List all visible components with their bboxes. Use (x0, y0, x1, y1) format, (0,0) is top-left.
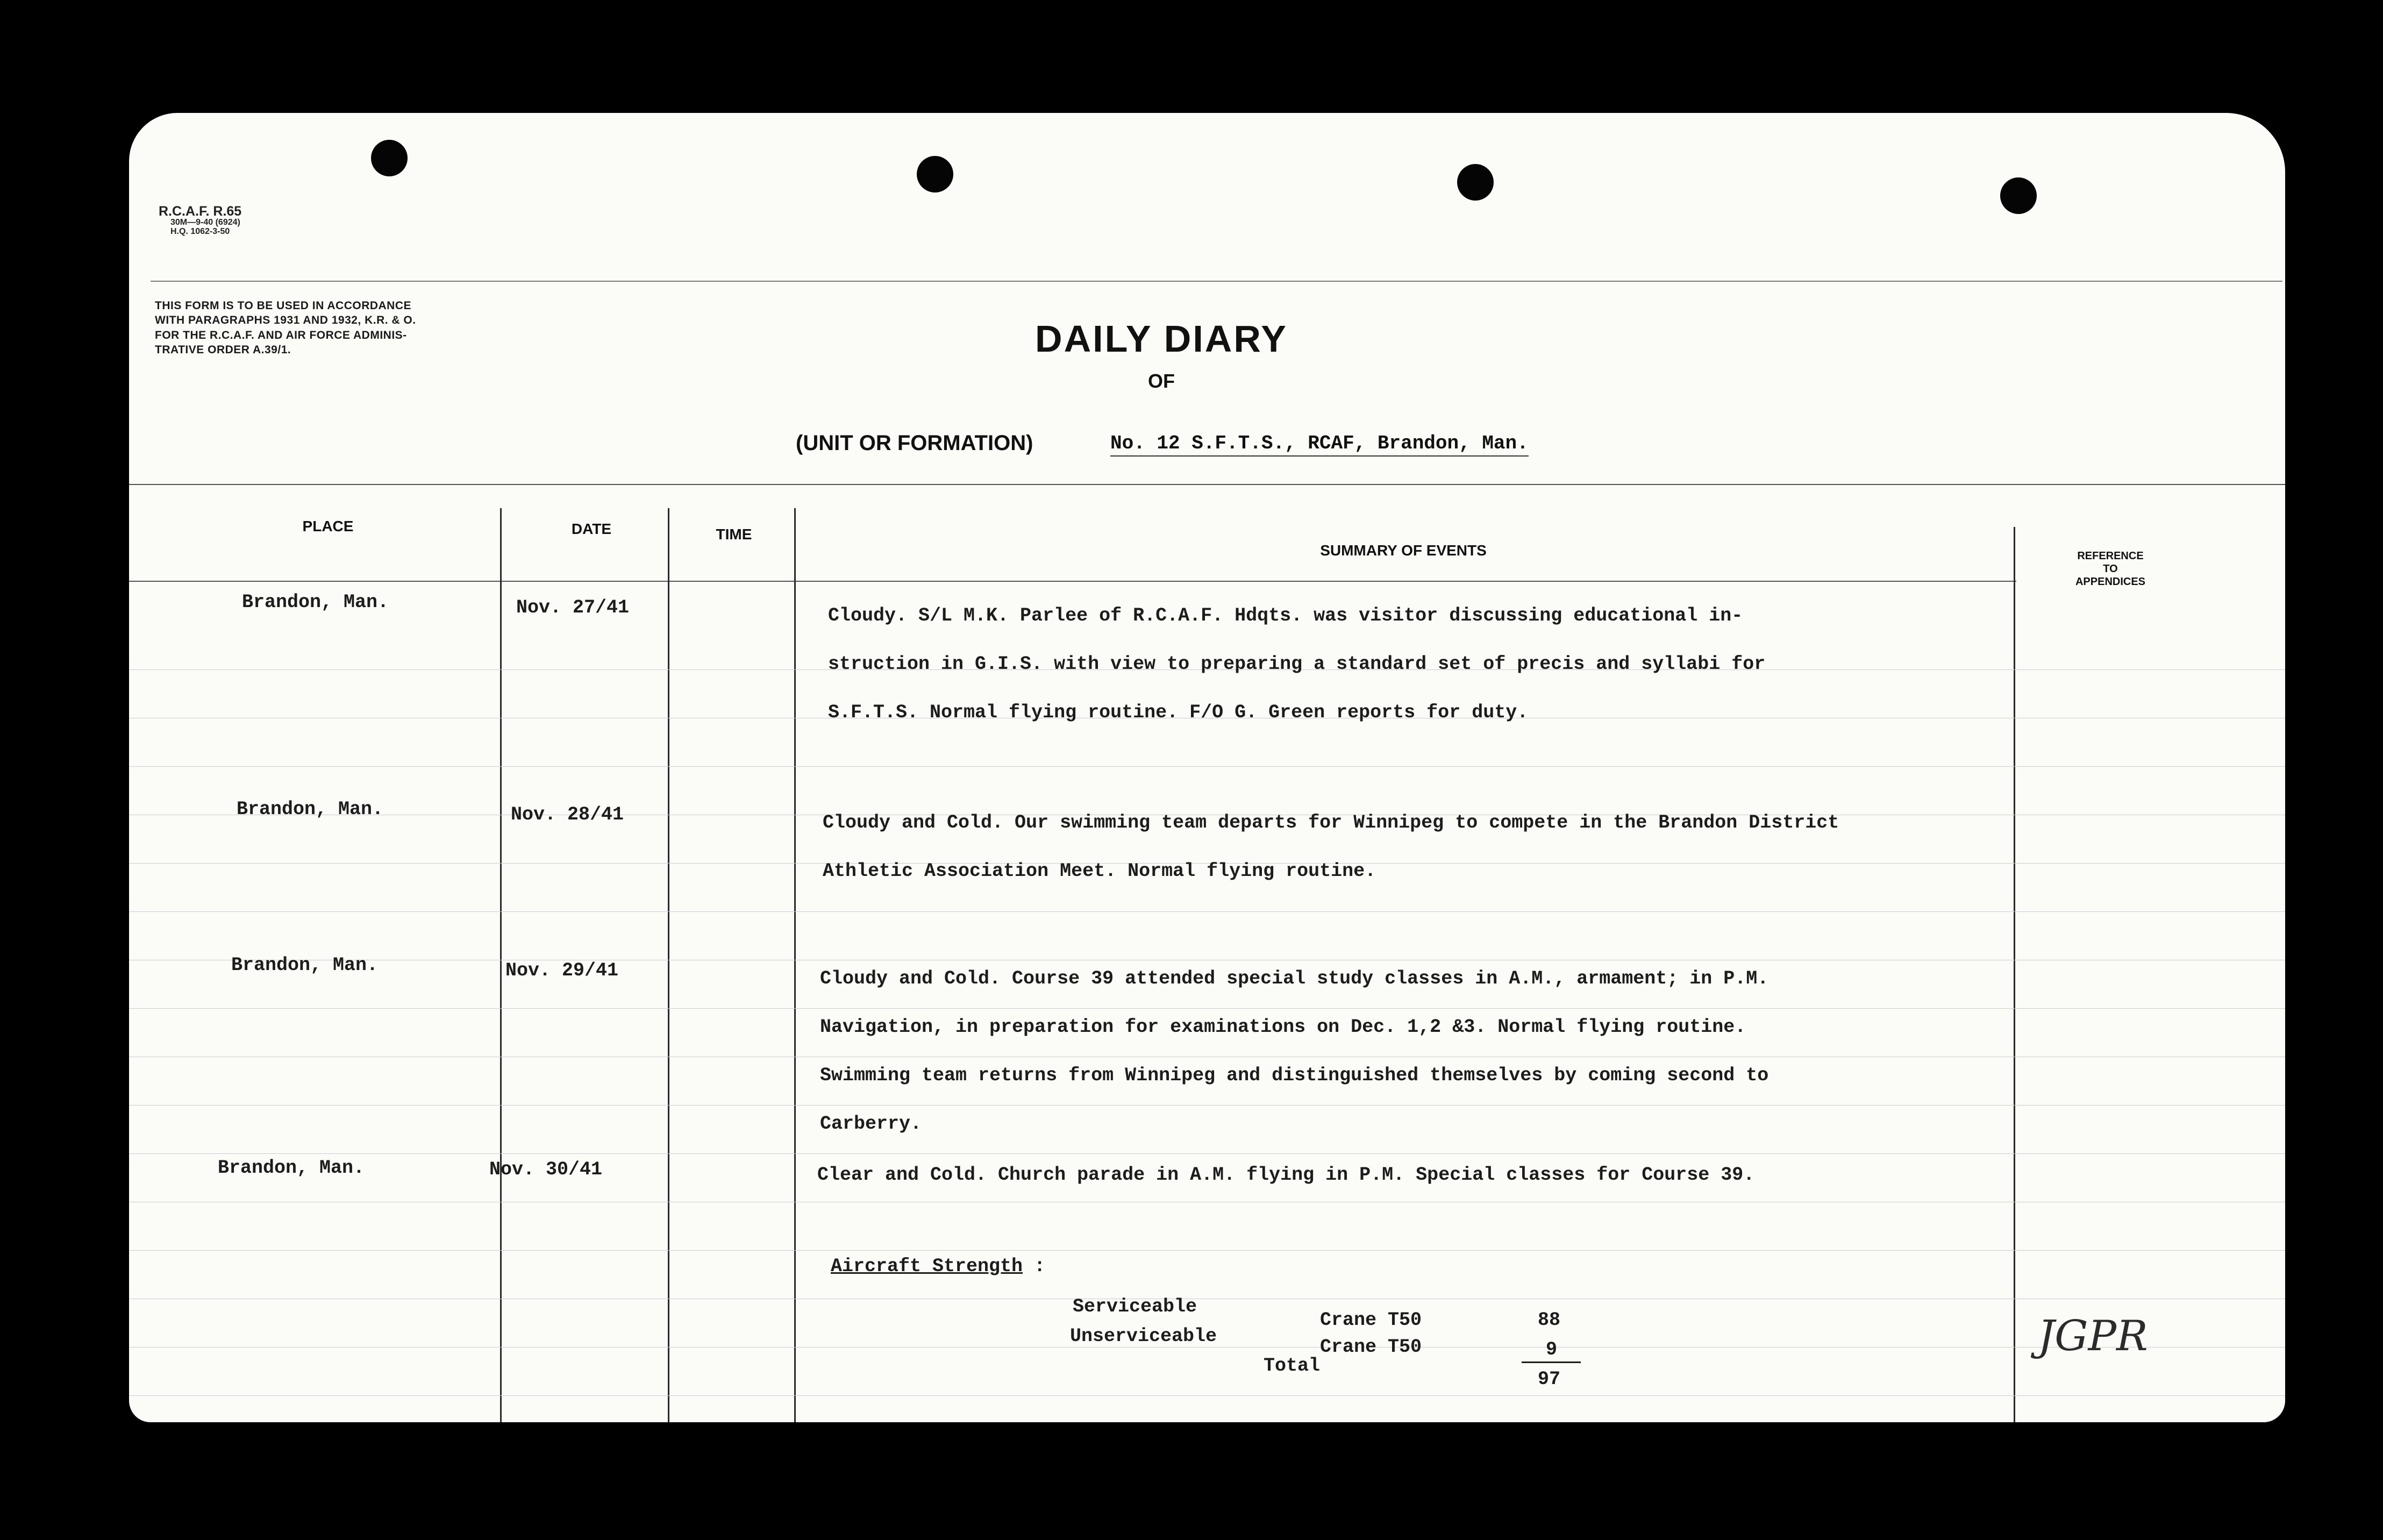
entry-summary-line: Swimming team returns from Winnipeg and distinguished themselves by coming second to (820, 1065, 1769, 1086)
title-of: OF (1148, 370, 1175, 392)
ruled-line (129, 1395, 2285, 1396)
reference-header-line: APPENDICES (2075, 576, 2146, 588)
column-header-time: TIME (716, 526, 752, 543)
column-header-summary: SUMMARY OF EVENTS (1320, 542, 1487, 559)
reference-header-line: REFERENCE (2077, 550, 2144, 562)
date-time-divider (668, 508, 669, 1422)
entry-place: Brandon, Man. (218, 1157, 365, 1179)
print-code: H.Q. 1062-3-50 (170, 227, 230, 237)
page-title: DAILY DIARY (1035, 318, 1288, 360)
strength-count: 88 (1538, 1309, 1561, 1331)
column-header-rule (129, 581, 2016, 582)
strength-status: Serviceable (1073, 1296, 1197, 1317)
strength-aircraft-type: Crane T50 (1320, 1336, 1422, 1358)
unit-label: (UNIT OR FORMATION) (796, 431, 1033, 455)
strength-total-value: 97 (1538, 1368, 1561, 1390)
instruction-line: TRATIVE ORDER A.39/1. (155, 343, 291, 356)
entry-date: Nov. 27/41 (516, 597, 630, 618)
ruled-line (129, 1105, 2285, 1106)
entry-summary-line: Clear and Cold. Church parade in A.M. flying in P.M. Special classes for Course 39. (817, 1164, 1755, 1186)
punch-hole (2000, 177, 2037, 214)
aircraft-strength-title: Aircraft Strength (831, 1256, 1023, 1277)
unit-value: No. 12 S.F.T.S., RCAF, Brandon, Man. (1110, 432, 1529, 457)
entry-place: Brandon, Man. (237, 798, 384, 820)
ruled-line (129, 1008, 2285, 1009)
reference-header-line: TO (2103, 563, 2118, 575)
entry-summary-line: S.F.T.S. Normal flying routine. F/O G. Green reports for duty. (828, 702, 1529, 723)
entry-summary-line: struction in G.I.S. with view to preparing a standard set of precis and syllabi for (828, 653, 1766, 675)
diary-page (129, 113, 2285, 1422)
entry-date: Nov. 30/41 (489, 1159, 603, 1180)
instruction-line: WITH PARAGRAPHS 1931 AND 1932, K.R. & O. (155, 314, 416, 327)
time-summary-divider (794, 508, 796, 1422)
entry-date: Nov. 29/41 (505, 960, 619, 981)
signature: JGPR (2038, 1312, 2148, 1360)
form-number: R.C.A.F. R.65 (159, 204, 242, 219)
entry-place: Brandon, Man. (242, 591, 389, 613)
strength-aircraft-type: Crane T50 (1320, 1309, 1422, 1331)
total-rule (1522, 1361, 1581, 1363)
entry-summary-line: Cloudy and Cold. Course 39 attended special study classes in A.M., armament; in P.M. (820, 968, 1769, 989)
aircraft-strength-colon: : (1034, 1256, 1046, 1277)
entry-summary-line: Carberry. (820, 1113, 922, 1135)
ruled-line (129, 911, 2285, 912)
strength-status: Unserviceable (1070, 1325, 1217, 1347)
summary-reference-divider (2014, 527, 2015, 1422)
print-code: 30M—9-40 (6924) (170, 218, 240, 227)
column-header-date: DATE (571, 521, 612, 537)
punch-hole (1457, 164, 1494, 201)
strength-total-label: Total (1264, 1355, 1321, 1377)
form-number-block (159, 204, 241, 237)
ruled-line (129, 1347, 2285, 1348)
header-rule (151, 281, 2282, 282)
entry-summary-line: Navigation, in preparation for examinations on Dec. 1,2 &3. Normal flying routine. (820, 1016, 1746, 1038)
punch-hole (371, 140, 408, 176)
aircraft-strength-heading (831, 1256, 1045, 1277)
ruled-line (129, 1250, 2285, 1251)
column-header-place: PLACE (302, 518, 354, 534)
instruction-line: THIS FORM IS TO BE USED IN ACCORDANCE (155, 300, 412, 312)
ruled-line (129, 766, 2285, 767)
entry-summary-line: Cloudy and Cold. Our swimming team departs for Winnipeg to compete in the Brandon District (823, 812, 1839, 833)
place-date-divider (500, 508, 502, 1422)
entry-date: Nov. 28/41 (511, 804, 624, 825)
ruled-line (129, 1153, 2285, 1154)
table-top-rule (129, 484, 2285, 485)
strength-count: 9 (1546, 1339, 1558, 1360)
entry-summary-line: Cloudy. S/L M.K. Parlee of R.C.A.F. Hdqts. was visitor discussing educational in- (828, 605, 1743, 626)
instruction-line: FOR THE R.C.A.F. AND AIR FORCE ADMINIS- (155, 329, 407, 341)
form-instruction (155, 298, 563, 357)
punch-hole (917, 156, 953, 192)
entry-summary-line: Athletic Association Meet. Normal flying routine. (823, 860, 1376, 882)
column-header-reference (2043, 550, 2178, 588)
entry-place: Brandon, Man. (231, 954, 379, 976)
